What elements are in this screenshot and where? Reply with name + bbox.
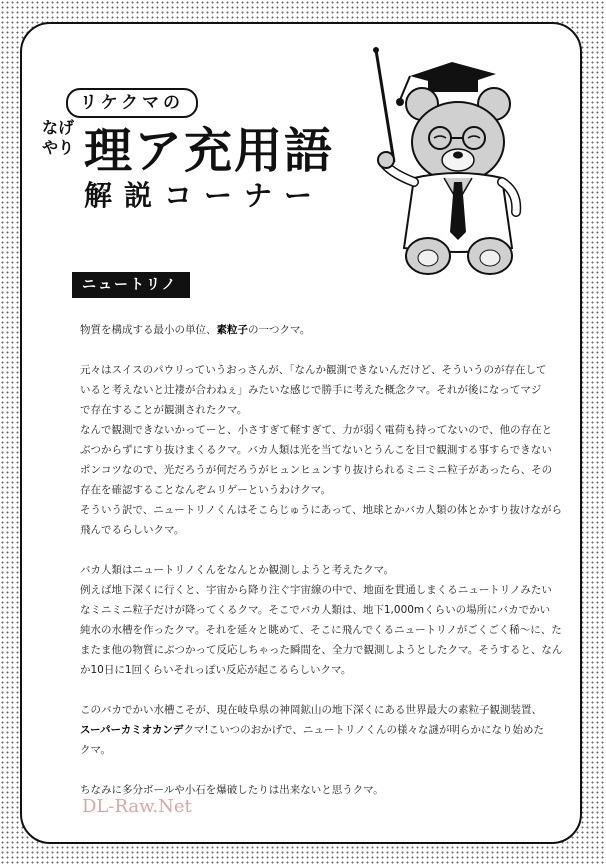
watermark: DL-Raw.Net [82,796,192,817]
page-title: 理ア充用語 [84,123,335,179]
text-line [80,460,553,480]
text-line [80,720,545,740]
text-line [80,700,542,720]
text-line [80,600,551,620]
text-line [80,660,532,680]
article-paragraph [80,360,563,540]
series-label: リケクマの [66,88,198,118]
article-paragraph [80,560,563,680]
text-line [80,520,532,540]
text-line [80,620,562,640]
text-line [80,380,542,400]
text-segment: 元々はスイスのパウリっていうおっさんが、「なんか観測できないんだけど、そういうのが存在して [80,364,547,376]
article-body [80,320,563,820]
text-line [80,320,532,340]
text-segment: で存在することが観測されたクマ。 [80,404,248,416]
text-segment: 存在を確認することなんぞムリゲーというわけクマ。 [80,484,332,496]
text-segment: ポンコツなので、光だろうが何だろうがヒュンヒュンすり抜けられるミニミニ粒子があったら、その [80,464,553,476]
text-segment: そういう訳で、ニュートリノくんはそこらじゅうにあって、地球とかバカ人類の体とかすり抜けながら [80,504,563,516]
text-line [80,580,552,600]
text-segment: またま他の物質にぶつかって反応しちゃった瞬間を、全力で観測しようとしたクマ。そうすると、なん [80,644,563,656]
text-segment: なんで観測できないかってーと、小さすぎて軽すぎて、力が弱く電荷も持ってないので、他の存在と [80,424,553,436]
title-prefix-bottom: やり [42,138,75,157]
text-line [80,560,532,580]
text-line [80,440,552,460]
text-segment: いると考えないと辻褄が合わねぇ」みたいな感じで勝手に考えた概念クマ。それが後になってマジ [80,384,542,396]
text-segment: クマ。 [80,744,111,756]
text-segment: ぶつからずにすり抜けまくるクマ。バカ人類は光を当てないとうんこを目で観測する事すらできない [80,444,552,456]
text-segment: ちなみに多分ボールや小石を爆破したりは出来ないと思うクマ。 [80,784,384,796]
text-line [80,640,563,660]
text-line [80,360,547,380]
text-line [80,420,553,440]
text-line [80,480,532,500]
page-subtitle: 解説コーナー [84,179,325,212]
text-segment: の一つクマ。 [248,324,311,336]
section-heading: ニュートリノ [72,272,190,298]
text-segment: バカ人類はニュートリノくんをなんとか観測しようと考えたクマ。 [80,564,394,576]
text-line [80,400,532,420]
text-segment: クマ!こいつのおかげで、ニュートリノくんの様々な謎が明らかになり始めた [183,724,545,736]
article-paragraph [80,320,532,340]
text-line [80,500,563,520]
article-paragraph [80,700,545,760]
title-prefix-top: なげ [42,118,75,137]
text-segment: なミニミニ粒子だけが降ってくるクマ。そこでバカ人類は、地下1,000mくらいの場所にバカでかい [80,604,551,616]
text-segment: 純水の水槽を作ったクマ。それを延々と眺めて、そこに飛んでくるニュートリノがごくごく稀〜に、た [80,624,562,636]
text-line [80,740,532,760]
title-prefix [42,118,82,188]
bear-professor-illustration [348,42,526,278]
text-segment: 例えば地下深くに行くと、宇宙から降り注ぐ宇宙線の中で、地面を貫通しまくるニュートリノみたい [80,584,552,596]
text-segment: 物質を構成する最小の単位、 [80,324,217,336]
emphasized-term: 素粒子 [216,324,248,336]
text-segment: このバカでかい水槽こそが、現在岐阜県の神岡鉱山の地下深くにある世界最大の素粒子観測装置、 [80,704,542,716]
text-segment: 飛んでるらしいクマ。 [80,524,185,536]
text-segment: か10日に1回くらいそれっぽい反応が起こるらしいクマ。 [80,664,352,676]
emphasized-term: スーパーカミオカンデ [80,724,184,736]
